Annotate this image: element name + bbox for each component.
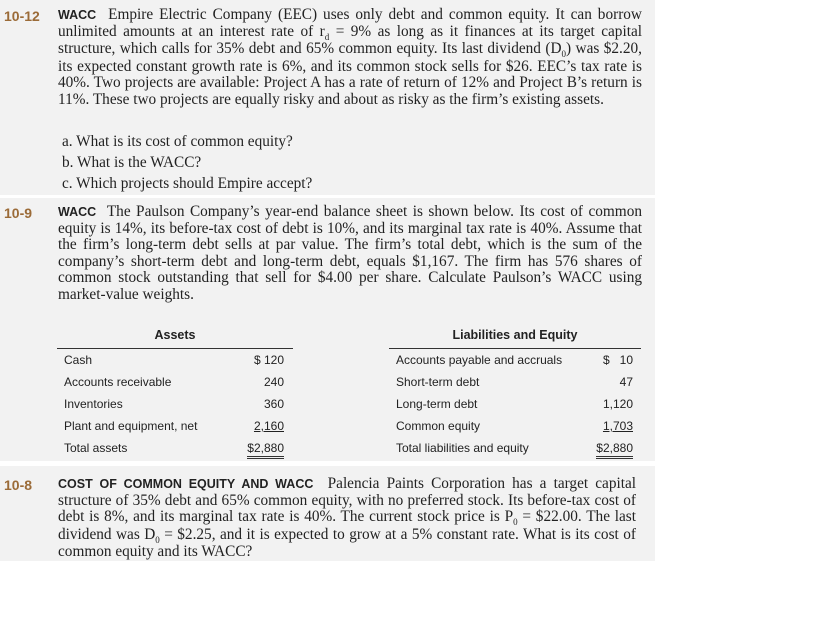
question-b: b. What is the WACC? [62,154,202,171]
problem-10-12 [0,0,655,195]
problem-keyword: WACC [58,8,97,22]
liabilities-heading: Liabilities and Equity [452,328,578,342]
problem-number: 10-9 [4,205,33,221]
problem-keyword: WACC [58,205,97,219]
table-row: Short-term debt 47 [396,375,633,389]
problem-text: COST OF COMMON EQUITY AND WACC Palencia Paints Corporation has a target capital structure of 35% debt and 65% common equity, with no preferred stock. Its before-tax cost of debt is 8%, and its marginal tax rate is 40%. The current stock price is $P_0$ = $22.00. The last dividend was $D_0$ = $2.25, and it is expected to grow at a 5% constant rate. What is its cost of common equity and its WACC? [58,475,637,561]
assets-table [57,326,293,456]
table-row: Accounts receivable 240 [64,375,284,389]
table-row: Plant and equipment, net 2,160 [64,419,284,433]
problem-keyword: COST OF COMMON EQUITY AND WACC [58,477,314,491]
table-row: Accounts payable and accruals $ 10 [396,353,633,367]
problem-number: 10-8 [4,477,33,493]
liabilities-table [389,326,641,456]
table-row: Long-term debt 1,120 [396,397,633,411]
problem-text: WACC The Paulson Company’s year-end balance sheet is shown below. Its cost of common equity is 14%, its before-tax cost of debt is 10%, and its marginal tax rate is 40%. Assume that the firm’s long-term debt sells at par value. The firm’s total debt, which is the sum of the company’s short-term debt and long-term debt, equals $1,167. The firm has 576 shares of common stock outstanding that sell for $4.00 per share. Calculate Paulson’s WACC using market-value weights. [58,203,642,303]
problem-10-9 [0,198,655,461]
assets-heading: Assets [154,328,196,342]
problem-10-8 [0,466,655,561]
problem-text: WACC Empire Electric Company (EEC) uses only debt and common equity. It can borrow unlimited amounts at an interest rate of $r_d = 9\%$ as long as it finances at its target capital structure, which calls for 35% debt and 65% common equity. Its last dividend $(D_0)$ was $2.20, its expected constant growth rate is 6%, and its common stock sells for $26. EEC’s tax rate is 40%. Two projects are available: Project A has a rate of return of 12% and Project B’s return is 11%. These two projects are equally risky and about as risky as the firm’s existing assets. [58,6,642,108]
problem-number: 10-12 [4,8,40,24]
question-a: a. What is its cost of common equity? [62,133,293,150]
table-row: Total liabilities and equity $2,880 [396,437,633,459]
question-c: c. Which projects should Empire accept? [62,175,313,192]
table-row: Total assets $2,880 [64,437,284,459]
table-row: Cash $ 120 [64,353,284,367]
question-list [62,131,312,194]
table-row: Inventories 360 [64,397,284,411]
table-row: Common equity 1,703 [396,419,633,433]
